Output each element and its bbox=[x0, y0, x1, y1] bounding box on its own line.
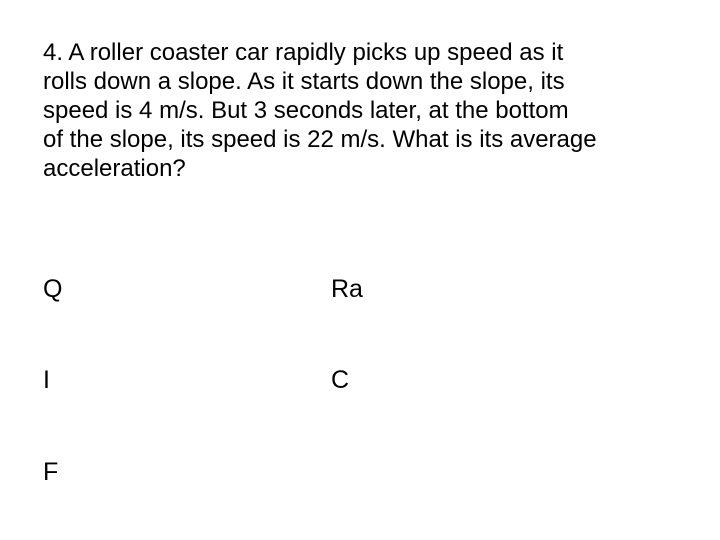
label-c: C bbox=[331, 366, 350, 394]
label-i: I bbox=[43, 366, 50, 394]
question-line: rolls down a slope. As it starts down the slope, its bbox=[43, 68, 565, 95]
question-line: 4. A roller coaster car rapidly picks up speed as it bbox=[43, 39, 564, 66]
label-f: F bbox=[43, 458, 59, 486]
label-q: Q bbox=[43, 275, 63, 303]
question-line: speed is 4 m/s. But 3 seconds later, at the bottom bbox=[43, 97, 569, 124]
question-line: of the slope, its speed is 22 m/s. What is its average bbox=[43, 126, 597, 153]
question-text bbox=[43, 38, 683, 183]
label-ra: Ra bbox=[331, 275, 363, 303]
question-line: acceleration? bbox=[43, 155, 186, 182]
